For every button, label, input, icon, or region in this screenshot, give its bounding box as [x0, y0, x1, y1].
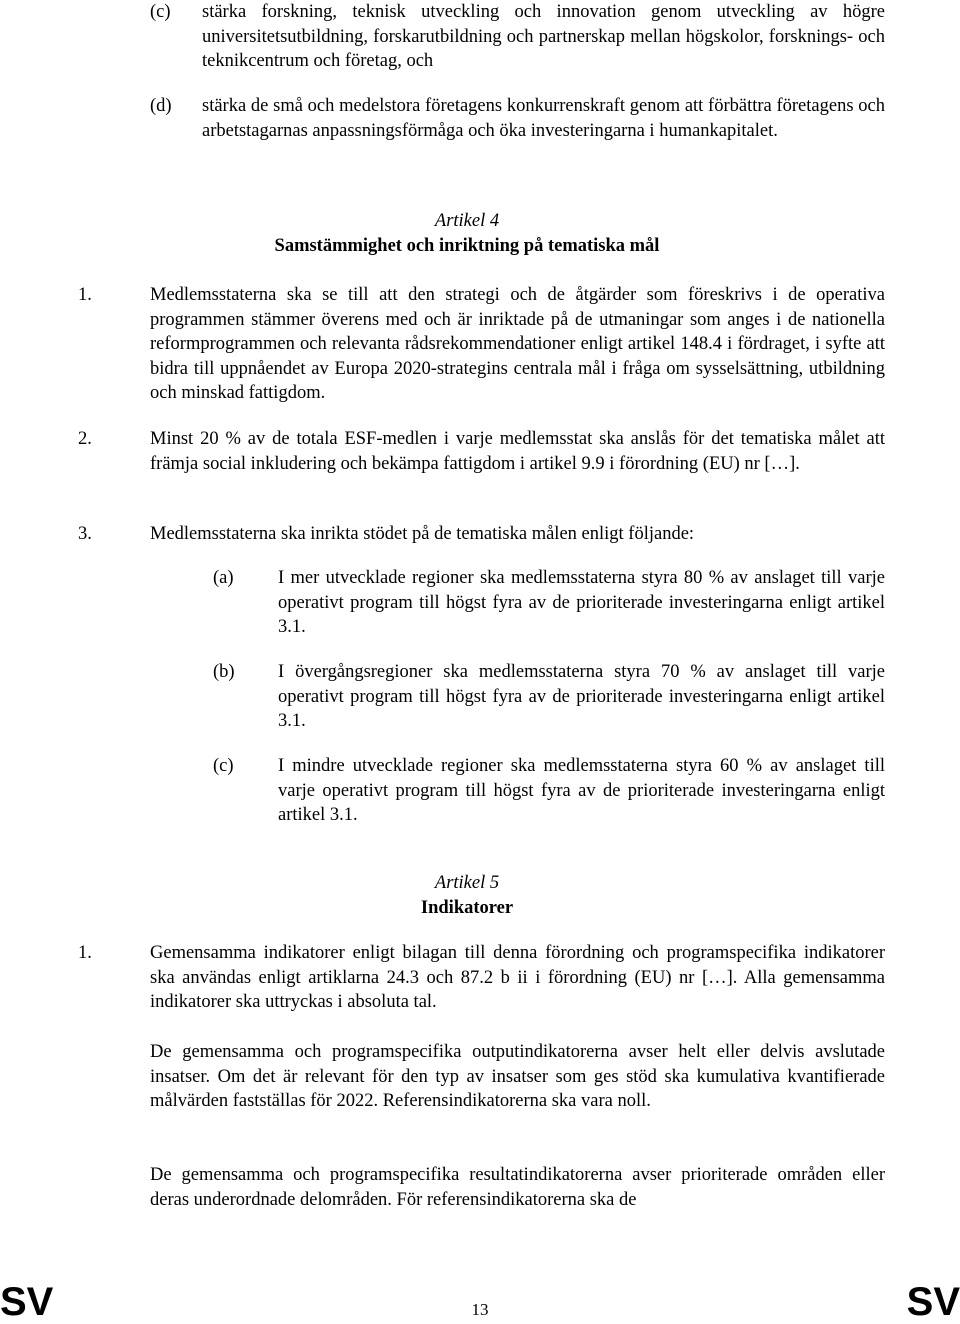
paragraph-number: 1.: [78, 943, 92, 963]
sub-item-label: (a): [213, 568, 234, 588]
article-5-title: Indikatorer: [420, 898, 514, 918]
paragraph-text: Medlemsstaterna ska inrikta stödet på de tematiska målen enligt följande:: [150, 524, 695, 544]
paragraph-text: Medlemsstaterna ska se till att den strategi och de åtgärder som föreskrivs i de operativa programmen stämmer överens med och är inriktade på de utmaningar som anges i de nationella reformprogrammen och relevanta rådsrekommendationer enligt artikel 148.4 i fördraget, i syfte att bidra till uppnåendet av Europa 2020-strategins centrala mål i fråga om sysselsättning, utbildning och minskad fattigdom.: [150, 285, 885, 403]
sub-item-text: I övergångsregioner ska medlemsstaterna styra 70 % av anslaget till varje operativt program till högst fyra av de prioriterade investeringarna enligt artikel 3.1.: [278, 662, 885, 731]
sub-item-label: (c): [213, 756, 234, 776]
item-label: (d): [150, 96, 172, 116]
article-4-title: Samstämmighet och inriktning på tematiska mål: [274, 236, 660, 256]
sub-item-label: (b): [213, 662, 235, 682]
paragraph-text: De gemensamma och programspecifika outputindikatorerna avser helt eller delvis avslutade insatser. Om det är relevant för den typ av insatser som ges stöd ska kumulativa kvantifierade målvärden fastställas för 2022. Referensindikatorerna ska vara noll.: [150, 1042, 885, 1111]
article-4-label: Artikel 4: [434, 211, 500, 231]
paragraph-number: 1.: [78, 285, 92, 305]
paragraph-text: Gemensamma indikatorer enligt bilagan till denna förordning och programspecifika indikatorer ska användas enligt artiklarna 24.3 och 87.2 b ii i förordning (EU) nr […]. Alla gemensamma indikatorer ska uttryckas i absoluta tal.: [150, 943, 885, 1012]
paragraph-text: Minst 20 % av de totala ESF-medlen i varje medlemsstat ska anslås för det tematiska målet att främja social inkludering och bekämpa fattigdom i artikel 9.9 i förordning (EU) nr […].: [150, 429, 885, 474]
sub-item-text: I mindre utvecklade regioner ska medlemsstaterna styra 60 % av anslaget till varje operativt program till högst fyra av de prioriterade investeringarna enligt artikel 3.1.: [278, 756, 885, 825]
article-5-label: Artikel 5: [434, 873, 500, 893]
sub-item-text: I mer utvecklade regioner ska medlemsstaterna styra 80 % av anslaget till varje operativt program till högst fyra av de prioriterade investeringarna enligt artikel 3.1.: [278, 568, 885, 637]
paragraph-text: De gemensamma och programspecifika resultatindikatorerna avser prioriterade områden eller deras underordnade delområden. För referensindikatorerna ska de: [150, 1165, 885, 1210]
item-label: (c): [150, 2, 171, 22]
page-number: 13: [471, 1300, 489, 1319]
language-code-left: SV: [0, 1280, 54, 1324]
language-code-right: SV: [906, 1280, 960, 1324]
item-text: stärka de små och medelstora företagens konkurrenskraft genom att förbättra företagens och arbetstagarnas anpassningsförmåga och öka investeringarna i humankapitalet.: [202, 96, 885, 141]
item-text: stärka forskning, teknisk utveckling och innovation genom utveckling av högre universitetsutbildning, forskarutbildning och partnerskap mellan högskolor, forsknings- och teknikcentrum och företag, och: [202, 2, 885, 71]
paragraph-number: 3.: [78, 524, 92, 544]
paragraph-number: 2.: [78, 429, 92, 449]
